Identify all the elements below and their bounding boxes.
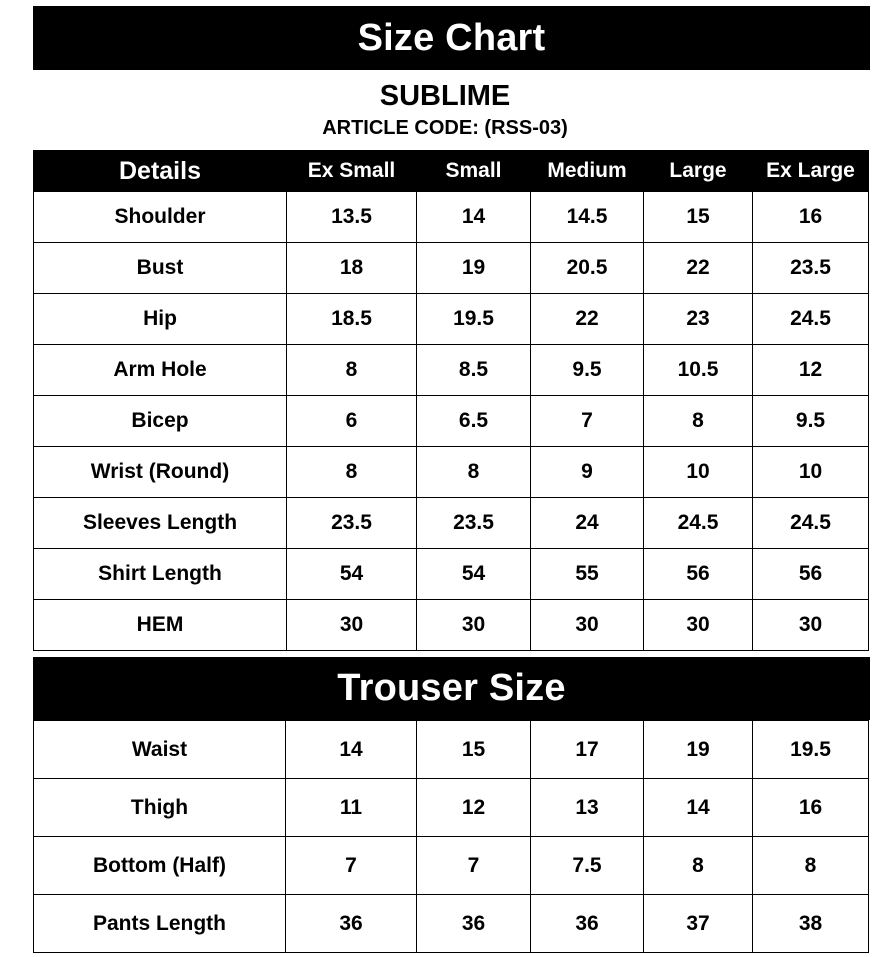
table-cell: 8.5 bbox=[417, 345, 531, 396]
table-cell: 19.5 bbox=[417, 294, 531, 345]
table-cell: 30 bbox=[417, 600, 531, 651]
row-label: Shoulder bbox=[34, 192, 287, 243]
column-header-ex-small: Ex Small bbox=[287, 151, 417, 192]
table-cell: 36 bbox=[531, 895, 644, 953]
table-cell: 13 bbox=[531, 779, 644, 837]
table-cell: 37 bbox=[644, 895, 753, 953]
table-cell: 8 bbox=[644, 396, 753, 447]
column-header-small: Small bbox=[417, 151, 531, 192]
column-header-ex-large: Ex Large bbox=[753, 151, 869, 192]
row-label: Hip bbox=[34, 294, 287, 345]
trouser-size-title: Trouser Size bbox=[33, 657, 870, 720]
table-row bbox=[34, 498, 869, 549]
table-cell: 30 bbox=[531, 600, 644, 651]
table-row bbox=[34, 396, 869, 447]
table-cell: 30 bbox=[644, 600, 753, 651]
row-label: Pants Length bbox=[34, 895, 286, 953]
size-table bbox=[33, 150, 869, 651]
table-cell: 7 bbox=[531, 396, 644, 447]
table-cell: 9 bbox=[531, 447, 644, 498]
table-cell: 8 bbox=[417, 447, 531, 498]
table-cell: 10 bbox=[753, 447, 869, 498]
table-cell: 7.5 bbox=[531, 837, 644, 895]
table-row bbox=[34, 447, 869, 498]
row-label: Shirt Length bbox=[34, 549, 287, 600]
table-cell: 22 bbox=[531, 294, 644, 345]
table-cell: 23.5 bbox=[287, 498, 417, 549]
table-cell: 23.5 bbox=[753, 243, 869, 294]
column-header-medium: Medium bbox=[531, 151, 644, 192]
table-cell: 30 bbox=[753, 600, 869, 651]
table-cell: 10 bbox=[644, 447, 753, 498]
row-label: HEM bbox=[34, 600, 287, 651]
table-cell: 19 bbox=[644, 721, 753, 779]
table-cell: 16 bbox=[753, 192, 869, 243]
table-cell: 14 bbox=[644, 779, 753, 837]
table-row bbox=[34, 837, 869, 895]
table-cell: 17 bbox=[531, 721, 644, 779]
row-label: Waist bbox=[34, 721, 286, 779]
row-label: Bicep bbox=[34, 396, 287, 447]
size-chart-title: Size Chart bbox=[33, 6, 870, 70]
table-cell: 15 bbox=[417, 721, 531, 779]
table-cell: 36 bbox=[417, 895, 531, 953]
table-cell: 14 bbox=[417, 192, 531, 243]
table-cell: 14 bbox=[286, 721, 417, 779]
table-cell: 9.5 bbox=[531, 345, 644, 396]
table-cell: 24.5 bbox=[753, 294, 869, 345]
table-cell: 9.5 bbox=[753, 396, 869, 447]
table-cell: 30 bbox=[287, 600, 417, 651]
table-cell: 18.5 bbox=[287, 294, 417, 345]
table-row bbox=[34, 895, 869, 953]
table-cell: 24.5 bbox=[753, 498, 869, 549]
row-label: Bust bbox=[34, 243, 287, 294]
table-row bbox=[34, 345, 869, 396]
table-cell: 7 bbox=[286, 837, 417, 895]
table-cell: 54 bbox=[417, 549, 531, 600]
table-row bbox=[34, 721, 869, 779]
table-cell: 8 bbox=[644, 837, 753, 895]
table-row bbox=[34, 779, 869, 837]
table-cell: 36 bbox=[286, 895, 417, 953]
table-cell: 13.5 bbox=[287, 192, 417, 243]
table-cell: 23 bbox=[644, 294, 753, 345]
row-label: Bottom (Half) bbox=[34, 837, 286, 895]
row-label: Wrist (Round) bbox=[34, 447, 287, 498]
table-cell: 14.5 bbox=[531, 192, 644, 243]
table-cell: 20.5 bbox=[531, 243, 644, 294]
table-cell: 19.5 bbox=[753, 721, 869, 779]
table-cell: 7 bbox=[417, 837, 531, 895]
row-label: Arm Hole bbox=[34, 345, 287, 396]
table-row bbox=[34, 192, 869, 243]
table-cell: 54 bbox=[287, 549, 417, 600]
table-cell: 12 bbox=[417, 779, 531, 837]
table-cell: 10.5 bbox=[644, 345, 753, 396]
table-cell: 11 bbox=[286, 779, 417, 837]
table-cell: 23.5 bbox=[417, 498, 531, 549]
table-cell: 24.5 bbox=[644, 498, 753, 549]
row-label: Sleeves Length bbox=[34, 498, 287, 549]
table-cell: 15 bbox=[644, 192, 753, 243]
table-cell: 8 bbox=[287, 447, 417, 498]
table-cell: 8 bbox=[753, 837, 869, 895]
table-row bbox=[34, 600, 869, 651]
table-cell: 6.5 bbox=[417, 396, 531, 447]
column-header-details: Details bbox=[34, 151, 287, 192]
table-cell: 56 bbox=[753, 549, 869, 600]
table-cell: 18 bbox=[287, 243, 417, 294]
column-header-large: Large bbox=[644, 151, 753, 192]
table-cell: 19 bbox=[417, 243, 531, 294]
size-table-header-row bbox=[34, 151, 869, 192]
table-cell: 55 bbox=[531, 549, 644, 600]
article-code: ARTICLE CODE: (RSS-03) bbox=[322, 117, 568, 139]
table-cell: 24 bbox=[531, 498, 644, 549]
table-cell: 22 bbox=[644, 243, 753, 294]
table-cell: 38 bbox=[753, 895, 869, 953]
table-cell: 8 bbox=[287, 345, 417, 396]
table-cell: 6 bbox=[287, 396, 417, 447]
table-cell: 12 bbox=[753, 345, 869, 396]
table-row bbox=[34, 549, 869, 600]
table-cell: 16 bbox=[753, 779, 869, 837]
row-label: Thigh bbox=[34, 779, 286, 837]
table-row bbox=[34, 294, 869, 345]
table-cell: 56 bbox=[644, 549, 753, 600]
brand-name: SUBLIME bbox=[379, 80, 511, 112]
table-row bbox=[34, 243, 869, 294]
trouser-table bbox=[33, 720, 869, 953]
